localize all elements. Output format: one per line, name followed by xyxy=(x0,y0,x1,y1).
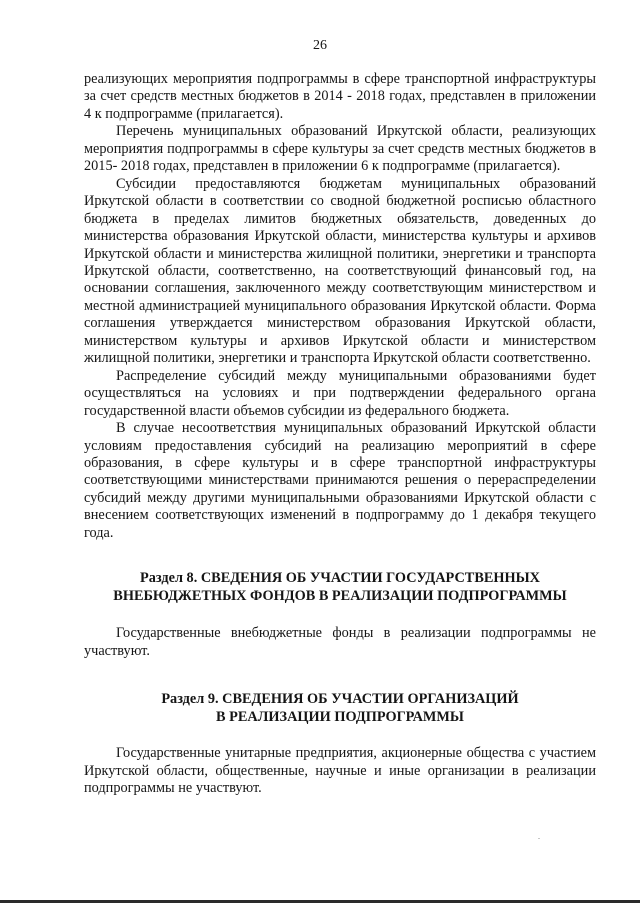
paragraph-subsidies: Субсидии предоставляются бюджетам муниципальных образований Иркутской области в соответствии со сводной бюджетной росписью областного бюджета в пределах лимитов бюджетных обязательств, доведенных до министерства образования Иркутской области, министерства культуры и архивов Иркутской области и министерства жилищной политики, энергетики и транспорта Иркутской области, соответственно, на соответствующий финансовый год, на основании соглашения, заключенного между соответствующим министерством и местной администрацией муниципального образования Иркутской области. Форма соглашения утверждается министерством образования Иркутской области, министерством культуры и архивов Иркутской области и министерством жилищной политики, энергетики и транспорта Иркутской области соответственно. xyxy=(84,175,596,367)
spacer xyxy=(84,660,596,691)
section-8-heading-line-1: Раздел 8. СВЕДЕНИЯ ОБ УЧАСТИИ ГОСУДАРСТВЕННЫХ xyxy=(140,570,540,587)
scan-speck xyxy=(538,838,540,839)
section-9-heading xyxy=(84,691,596,726)
scan-bottom-edge xyxy=(0,900,640,903)
paragraph-continuation: реализующих мероприятия подпрограммы в сфере транспортной инфраструктуры за счет средств местных бюджетов в 2014 - 2018 годах, представлен в приложении 4 к подпрограмме (прилагается). xyxy=(84,71,596,122)
section-9-heading-line-1: Раздел 9. СВЕДЕНИЯ ОБ УЧАСТИИ ОРГАНИЗАЦИЙ xyxy=(161,691,519,708)
paragraph-redistribution: В случае несоответствия муниципальных образований Иркутской области условиям предоставления субсидий на реализацию мероприятий в сфере образования, в сфере культуры и в сфере транспортной инфраструктуры соответствующими министерствами принимаются решения о перераспределении субсидий между другими муниципальными образованиями Иркутской области с внесением соответствующих изменений в подпрограмму до 1 декабря текущего года. xyxy=(84,420,596,541)
section-8-heading xyxy=(84,570,596,605)
section-8-heading-line-2: ВНЕБЮДЖЕТНЫХ ФОНДОВ В РЕАЛИЗАЦИИ ПОДПРОГРАММЫ xyxy=(113,587,567,604)
spacer xyxy=(84,605,596,625)
section-8-body: Государственные внебюджетные фонды в реализации подпрограммы не участвуют. xyxy=(84,625,596,659)
paragraph-culture-municipalities: Перечень муниципальных образований Иркутской области, реализующих мероприятия подпрограммы в сфере культуры за счет средств местных бюджетов в 2015- 2018 годах, представлен в приложении 6 к подпрограмме (прилагается). xyxy=(84,123,596,175)
page-number: 26 xyxy=(313,38,327,53)
section-9-heading-line-2: В РЕАЛИЗАЦИИ ПОДПРОГРАММЫ xyxy=(216,708,464,725)
document-body xyxy=(84,71,596,798)
spacer xyxy=(84,542,596,570)
spacer xyxy=(84,726,596,745)
paragraph-distribution: Распределение субсидий между муниципальными образованиями будет осуществляться на условиях и при подтверждении федерального органа государственной власти объемов субсидии из федерального бюджета. xyxy=(84,367,596,419)
section-9-body: Государственные унитарные предприятия, акционерные общества с участием Иркутской области, общественные, научные и иные организации в реализации подпрограммы не участвуют. xyxy=(84,745,596,797)
